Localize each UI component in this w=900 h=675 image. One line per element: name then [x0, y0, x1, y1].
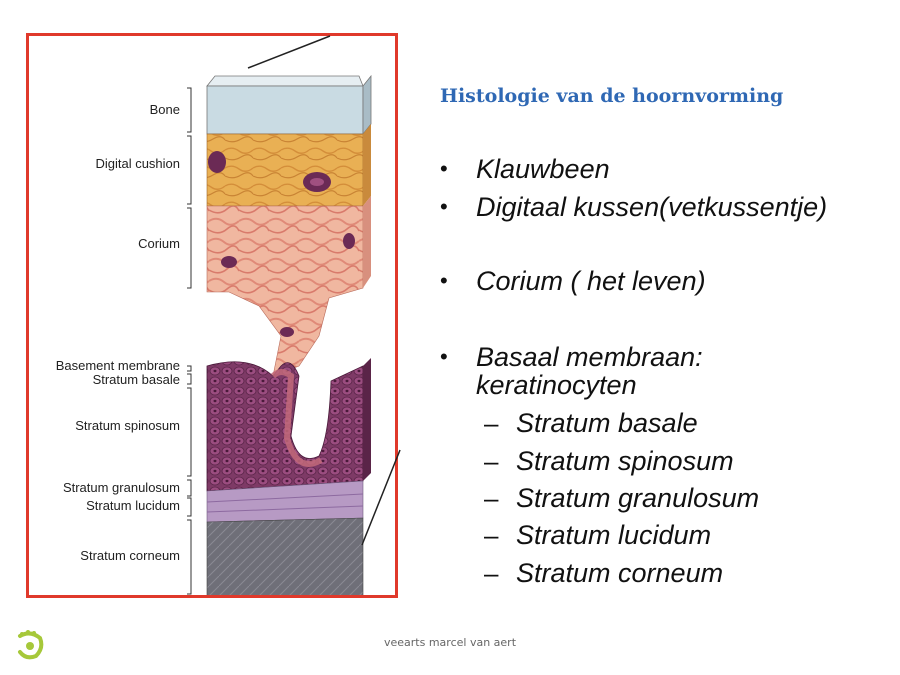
sub-bullet-text: Stratum corneum [516, 558, 724, 588]
label-stratum-lucidum: Stratum lucidum [86, 498, 180, 513]
label-stratum-spinosum: Stratum spinosum [75, 418, 180, 433]
bullet-text-digitaal-kussen: Digitaal kussen(vetkussentje) [476, 192, 828, 222]
label-brackets [187, 88, 191, 594]
skin-layers-illustration [29, 36, 395, 595]
label-stratum-basale: Stratum basale [92, 372, 180, 387]
label-basement-membrane: Basement membrane [55, 358, 180, 373]
corneum-layer [207, 518, 363, 595]
dash-glyph: – [484, 558, 499, 588]
dash-glyph: – [484, 483, 499, 513]
sub-bullet-text: Stratum spinosum [516, 446, 734, 476]
slide-title: Histologie van de hoornvorming [440, 85, 784, 107]
dash-glyph: – [484, 408, 499, 438]
sub-bullet-text: Stratum lucidum [516, 520, 712, 550]
bullet-text-basaal-membraan: Basaal membraan: [476, 342, 703, 372]
label-digital-cushion: Digital cushion [95, 156, 180, 171]
dash-glyph: – [484, 446, 499, 476]
bullet-glyph: • [440, 344, 448, 369]
label-stratum-granulosum: Stratum granulosum [62, 480, 180, 495]
bullet-glyph: • [440, 268, 448, 293]
corium-layer [207, 196, 371, 376]
bullet-glyph: • [440, 156, 448, 181]
bullet-text-klauwbeen: Klauwbeen [476, 154, 610, 184]
epidermis-layer [207, 358, 371, 491]
bone-layer [207, 76, 371, 134]
label-bone: Bone [149, 102, 180, 117]
diagram-frame [26, 33, 398, 598]
bullet-text-corium: Corium ( het leven) [476, 266, 706, 296]
bullet-text-keratinocyten: keratinocyten [476, 370, 637, 400]
sub-bullet-text: Stratum basale [516, 408, 698, 438]
bullet-glyph: • [440, 194, 448, 219]
sub-bullet-text: Stratum granulosum [516, 483, 760, 513]
dash-glyph: – [484, 520, 499, 550]
footer-credit: veearts marcel van aert [383, 636, 517, 649]
label-corium: Corium [138, 236, 180, 251]
label-stratum-corneum: Stratum corneum [80, 548, 180, 563]
digital-cushion-layer [207, 124, 371, 206]
